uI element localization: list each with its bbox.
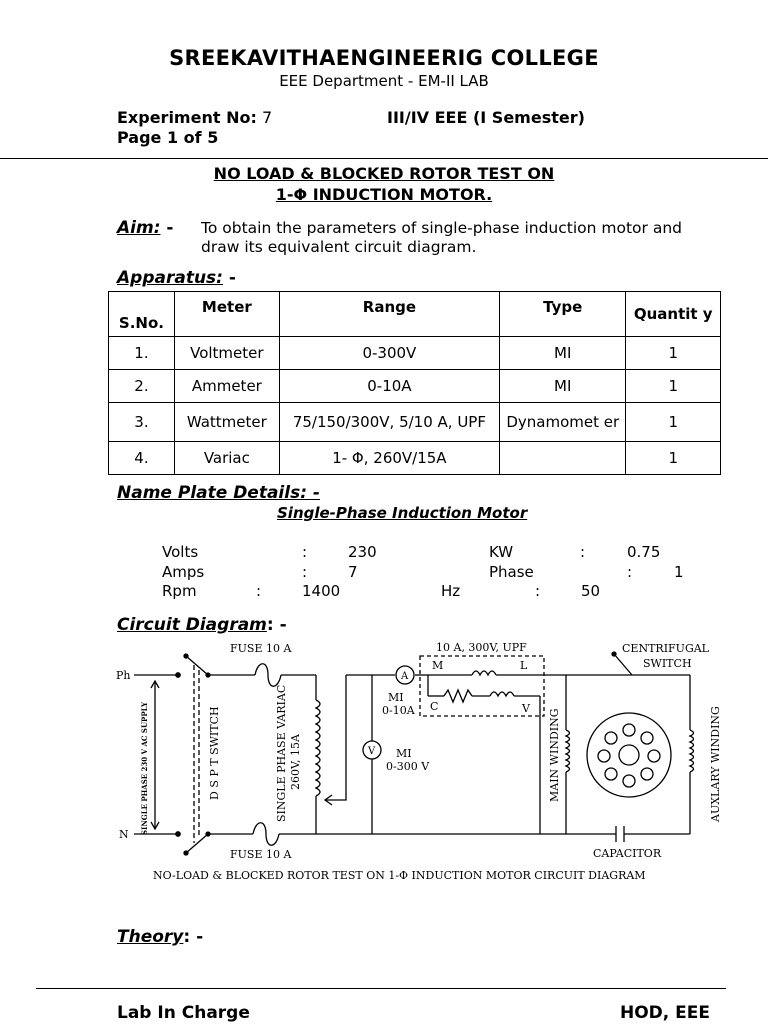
cell-quantity: 1 bbox=[626, 370, 721, 403]
apparatus-label: Apparatus: bbox=[117, 268, 223, 288]
college-name: SREEKAVITHAENGINEERIG COLLEGE bbox=[169, 46, 599, 70]
wattmeter-c: C bbox=[430, 700, 439, 713]
amps-label: Amps bbox=[162, 563, 205, 581]
department: EEE Department - EM-II LAB bbox=[279, 72, 489, 90]
cell-quantity: 1 bbox=[626, 442, 721, 475]
phase-colon: : bbox=[627, 563, 633, 581]
variac-rating: 260V, 15A bbox=[289, 734, 302, 790]
phase-label: Phase bbox=[489, 563, 534, 581]
hod-signature: HOD, EEE bbox=[620, 1003, 711, 1023]
cell-range: 75/150/300V, 5/10 A, UPF bbox=[279, 403, 499, 442]
supply-label: SINGLE PHASE 230 V AC SUPPLY bbox=[140, 701, 149, 835]
aim-text-1: To obtain the parameters of single-phase induction motor and bbox=[201, 219, 682, 237]
aim-text-2: draw its equivalent circuit diagram. bbox=[201, 238, 477, 256]
phase-terminal-label: Ph bbox=[116, 669, 131, 682]
capacitor-label: CAPACITOR bbox=[593, 847, 662, 860]
amps-colon: : bbox=[302, 563, 308, 581]
voltmeter-range: 0-300 V bbox=[386, 760, 430, 773]
cell-quantity: 1 bbox=[626, 403, 721, 442]
volts-label: Volts bbox=[162, 543, 199, 561]
cell-sno: 4. bbox=[109, 442, 175, 475]
apparatus-dash: - bbox=[222, 268, 236, 288]
switch-label: SWITCH bbox=[643, 657, 692, 670]
cell-sno: 3. bbox=[109, 403, 175, 442]
kw-label: KW bbox=[489, 543, 514, 561]
semester: III/IV EEE (I Semester) bbox=[387, 108, 585, 127]
dpst-label: D S P T SWITCH bbox=[208, 706, 221, 800]
volts-colon: : bbox=[302, 543, 308, 561]
cell-sno: 2. bbox=[109, 370, 175, 403]
rpm-colon: : bbox=[256, 582, 262, 600]
circuit-label: Circuit Diagram bbox=[117, 615, 267, 635]
wattmeter-l: L bbox=[520, 659, 528, 672]
neutral-terminal-label: N bbox=[119, 828, 129, 841]
header-meter: Meter bbox=[174, 292, 279, 337]
header-sno: S.No. bbox=[109, 292, 175, 337]
cell-type: Dynamomet er bbox=[500, 403, 626, 442]
volts-value: 230 bbox=[348, 543, 377, 561]
theory-heading bbox=[117, 927, 203, 947]
kw-colon: : bbox=[580, 543, 586, 561]
footer-divider bbox=[36, 988, 726, 989]
lab-in-charge: Lab In Charge bbox=[117, 1003, 250, 1023]
aux-winding-label: AUXLARY WINDING bbox=[709, 706, 722, 822]
cell-quantity: 1 bbox=[626, 337, 721, 370]
wattmeter-rating: 10 A, 300V, UPF bbox=[436, 641, 527, 654]
nameplate-heading: Name Plate Details: - bbox=[117, 483, 320, 503]
wattmeter-m: M bbox=[432, 659, 444, 672]
hz-colon: : bbox=[535, 582, 541, 600]
ammeter-symbol: A bbox=[401, 671, 409, 682]
header-range: Range bbox=[279, 292, 499, 337]
diagram-caption: NO-LOAD & BLOCKED ROTOR TEST ON 1-Φ INDUCTION MOTOR CIRCUIT DIAGRAM bbox=[153, 869, 646, 882]
experiment-label: Experiment No: bbox=[117, 108, 257, 127]
cell-meter: Voltmeter bbox=[174, 337, 279, 370]
variac-label: SINGLE PHASE VARIAC bbox=[275, 684, 288, 822]
cell-range: 1- Φ, 260V/15A bbox=[279, 442, 499, 475]
header-quantity-label: Quantit y bbox=[633, 304, 713, 323]
cell-sno: 1. bbox=[109, 337, 175, 370]
fuse-bottom-label: FUSE 10 A bbox=[230, 848, 292, 861]
cell-meter: Ammeter bbox=[174, 370, 279, 403]
amps-value: 7 bbox=[348, 563, 358, 581]
circuit-dash: : - bbox=[266, 615, 287, 635]
cell-type: MI bbox=[500, 337, 626, 370]
hz-label: Hz bbox=[441, 582, 461, 600]
experiment-value: 7 bbox=[261, 108, 273, 127]
fuse-top-label: FUSE 10 A bbox=[230, 642, 292, 655]
theory-label: Theory bbox=[117, 927, 184, 947]
cell-type: MI bbox=[500, 370, 626, 403]
main-winding-label: MAIN WINDING bbox=[548, 708, 561, 802]
header-type: Type bbox=[500, 292, 626, 337]
aim-dash: - bbox=[160, 218, 174, 238]
voltmeter-type: MI bbox=[396, 747, 412, 760]
cell-range: 0-300V bbox=[279, 337, 499, 370]
aim-label: Aim: bbox=[117, 218, 161, 238]
rpm-label: Rpm bbox=[162, 582, 197, 600]
ammeter-range: 0-10A bbox=[382, 704, 415, 717]
hz-value: 50 bbox=[581, 582, 601, 600]
page-number: Page 1 of 5 bbox=[117, 128, 219, 147]
rpm-value: 1400 bbox=[302, 582, 341, 600]
ammeter-type: MI bbox=[388, 691, 404, 704]
cell-meter: Variac bbox=[174, 442, 279, 475]
theory-dash: : - bbox=[183, 927, 204, 947]
centrifugal-label: CENTRIFUGAL bbox=[622, 642, 709, 655]
title-line-2: 1-Φ INDUCTION MOTOR. bbox=[275, 185, 493, 204]
cell-range: 0-10A bbox=[279, 370, 499, 403]
nameplate-subtitle: Single-Phase Induction Motor bbox=[277, 504, 528, 522]
title-line-1: NO LOAD & BLOCKED ROTOR TEST ON bbox=[213, 164, 555, 183]
wattmeter-v: V bbox=[522, 702, 530, 715]
voltmeter-symbol: V bbox=[368, 746, 376, 757]
cell-meter: Wattmeter bbox=[174, 403, 279, 442]
kw-value: 0.75 bbox=[627, 543, 661, 561]
phase-value: 1 bbox=[674, 563, 684, 581]
